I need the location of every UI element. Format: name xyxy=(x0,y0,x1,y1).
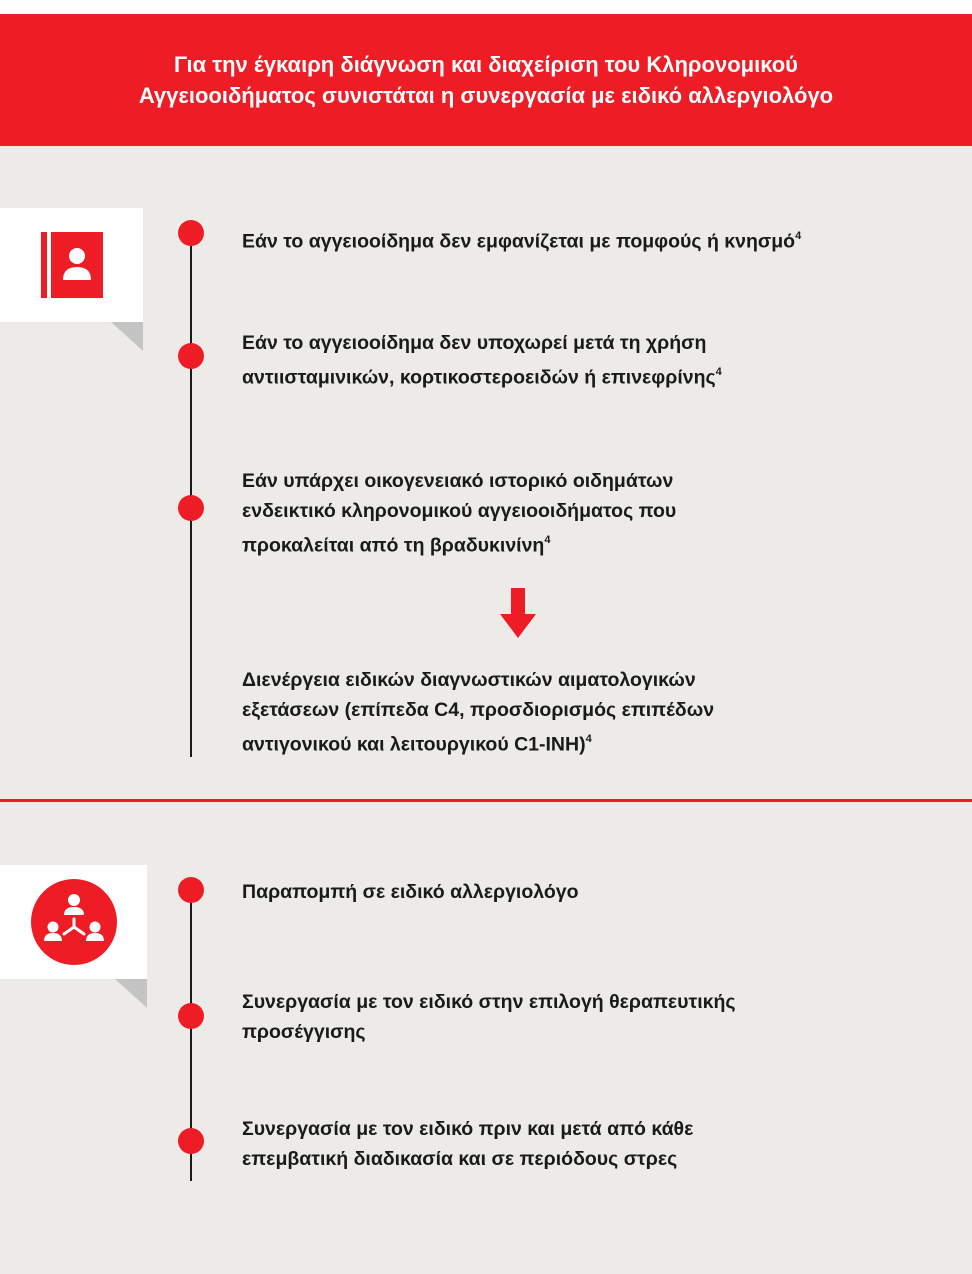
section1-icon-card xyxy=(0,208,143,322)
timeline-dot xyxy=(178,1003,204,1029)
collaboration-item: Παραπομπή σε ειδικό αλλεργιολόγο xyxy=(242,881,579,903)
section2-icon-card xyxy=(0,865,147,979)
down-arrow-icon xyxy=(500,588,536,638)
collaboration-item: Συνεργασία με τον ειδικό στην επιλογή θεραπευτικής προσέγγισης xyxy=(242,991,736,1043)
team-network-icon xyxy=(31,879,117,965)
collaboration-item: Συνεργασία με τον ειδικό πριν και μετά από κάθε επεμβατική διαδικασία και σε περιόδους στρες xyxy=(242,1118,694,1170)
criterion-item: Εάν υπάρχει οικογενειακό ιστορικό οιδημάτων ενδεικτικό κληρονομικού αγγειοοιδήματος που προκαλείται από τη βραδυκινίνη$^4$ xyxy=(242,470,677,557)
header-title-line-1: Για την έγκαιρη διάγνωση και διαχείριση του Κληρονομικού xyxy=(173,52,798,77)
section2-card-fold xyxy=(115,979,147,1008)
timeline-dot xyxy=(178,1128,204,1154)
criterion-item: Εάν το αγγειοοίδημα δεν υποχωρεί μετά τη χρήση αντιισταμινικών, κορτικοστεροειδών ή επινεφρίνης$^4$ xyxy=(242,332,722,389)
criterion-item: Εάν το αγγειοοίδημα δεν εμφανίζεται με πομφούς ή κνησμό$^4$ xyxy=(242,230,802,253)
page-header xyxy=(0,14,972,146)
timeline-dot xyxy=(178,220,204,246)
timeline-dot xyxy=(178,495,204,521)
patient-file-icon xyxy=(41,232,103,298)
header-title-line-2: Αγγειοοιδήματος συνιστάται η συνεργασία με ειδικό αλλεργιολόγο xyxy=(138,83,834,108)
timeline-dot xyxy=(178,343,204,369)
timeline-dot xyxy=(178,877,204,903)
section1-card-fold xyxy=(111,322,143,351)
diagnostic-test-result: Διενέργεια ειδικών διαγνωστικών αιματολογικών εξετάσεων (επίπεδα C4, προσδιορισμός επιπέδων αντιγονικού και λειτουργικού C1-INH)$^4$ xyxy=(242,669,715,756)
